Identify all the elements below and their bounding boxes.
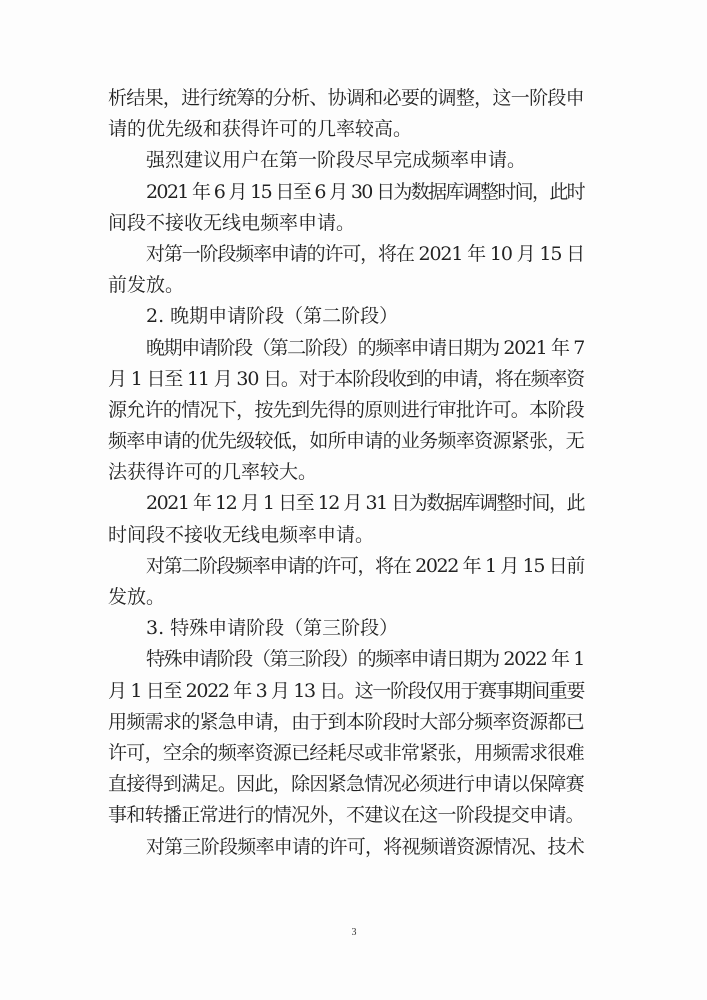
text-line-content: 2. 晚期申请阶段（第二阶段）: [146, 305, 399, 328]
text-line-content: 发放。: [108, 586, 166, 608]
text-line: [108, 177, 584, 208]
text-line-content: 请的优先级和获得许可的几率较高。: [108, 118, 413, 141]
text-line: [108, 426, 584, 457]
text-line-content: 2021 年 12 月 1 日至 12 月 31 日为数据库调整时间，此: [146, 492, 584, 515]
text-line: [108, 800, 584, 831]
text-line-content: 用频需求的紧急申请，由于到本阶段时大部分频率资源都已: [108, 710, 584, 733]
text-line: [108, 551, 584, 582]
text-line: [108, 395, 584, 426]
text-line-content: 月 1 日至 2022 年 3 月 13 日。这一阶段仅用于赛事期间重要: [108, 679, 584, 702]
text-line-content: 许可，空余的频率资源已经耗尽或非常紧张，用频需求很难: [108, 741, 584, 764]
text-line-content: 前发放。: [108, 274, 185, 297]
text-line: [108, 707, 584, 738]
text-line-content: 时间段不接收无线电频率申请。: [108, 523, 375, 546]
text-line: [108, 145, 584, 176]
text-line-content: 法获得许可的几率较大。: [108, 461, 318, 484]
text-line-content: 直接得到满足。因此，除因紧急情况必须进行申请以保障赛: [108, 773, 584, 796]
text-line: [108, 333, 584, 364]
text-line-content: 源允许的情况下，按先到先得的原则进行审批许可。本阶段: [108, 398, 584, 421]
text-line-content: 析结果，进行统筹的分析、协调和必要的调整，这一阶段申: [108, 87, 584, 109]
text-line-content: 强烈建议用户在第一阶段尽早完成频率申请。: [146, 149, 527, 172]
text-line: [108, 364, 584, 395]
text-line-content: 频率申请的优先级较低，如所申请的业务频率资源紧张，无: [108, 430, 584, 453]
body-text: [108, 83, 584, 863]
text-line-content: 对第二阶段频率申请的许可，将在 2022 年 1 月 15 日前: [146, 554, 584, 577]
text-line-content: 2021 年 6 月 15 日至 6 月 30 日为数据库调整时间，此时: [146, 180, 584, 203]
text-line: [108, 239, 584, 270]
page-number: 3: [351, 927, 357, 938]
text-line: [108, 832, 584, 863]
text-line-content: 对第一阶段频率申请的许可，将在 2021 年 10 月 15 日: [146, 242, 584, 265]
text-line: [108, 488, 584, 519]
text-line: [108, 114, 584, 145]
text-line: [108, 301, 584, 332]
text-line: [108, 270, 584, 301]
text-line: [108, 83, 584, 114]
text-line: [108, 676, 584, 707]
text-line-content: 间段不接收无线电频率申请。: [108, 211, 356, 234]
text-line: [108, 208, 584, 239]
text-line: [108, 738, 584, 769]
text-line: [108, 457, 584, 488]
text-line: [108, 644, 584, 675]
text-line-content: 月 1 日至 11 月 30 日。对于本阶段收到的申请，将在频率资: [108, 367, 585, 390]
text-line-content: 晚期申请阶段（第二阶段）的频率申请日期为 2021 年 7: [146, 336, 585, 359]
text-line: [108, 582, 584, 613]
text-line: [108, 769, 584, 800]
text-line-content: 对第三阶段频率申请的许可，将视频谱资源情况、技术: [146, 835, 584, 858]
text-line: [108, 520, 584, 551]
text-line: [108, 613, 584, 644]
text-line-content: 特殊申请阶段（第三阶段）的频率申请日期为 2022 年 1: [146, 648, 585, 671]
text-line-content: 3. 特殊申请阶段（第三阶段）: [146, 617, 399, 640]
text-line-content: 事和转播正常进行的情况外，不建议在这一阶段提交申请。: [108, 804, 584, 827]
